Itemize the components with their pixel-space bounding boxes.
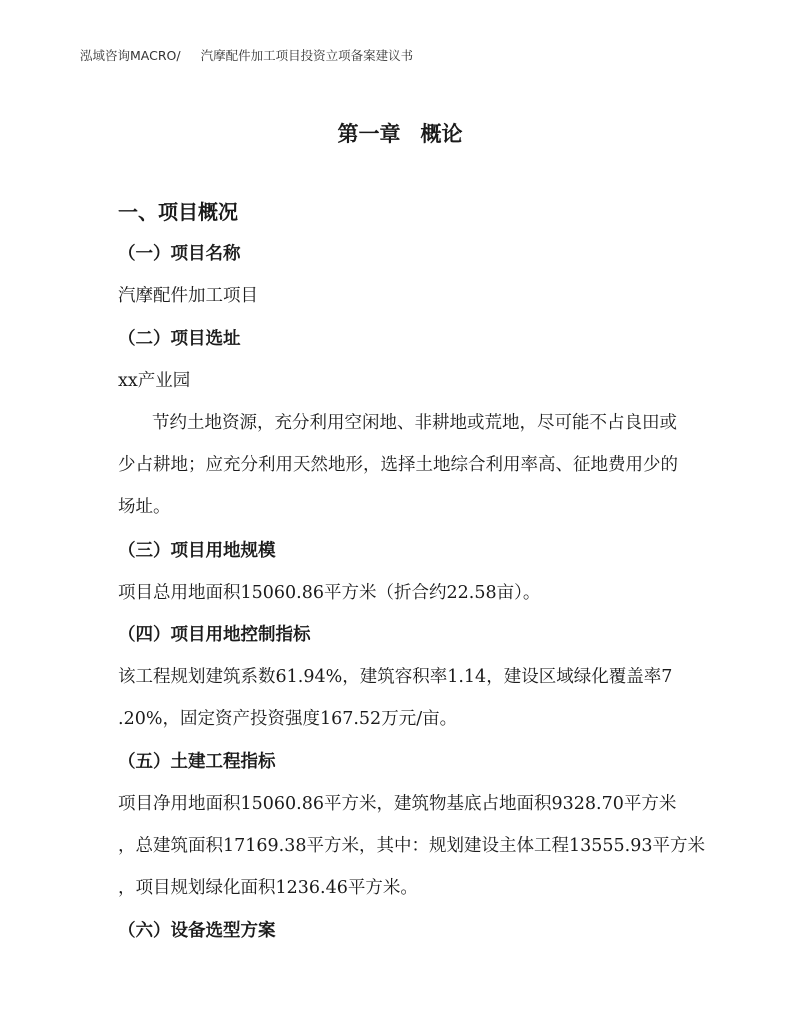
header-source: 泓域咨询MACRO/ (80, 48, 181, 63)
paragraph-civil-1: 项目净用地面积15060.86平方米，建筑物基底占地面积9328.70平方米 (118, 794, 677, 814)
subsection-heading-6: （六）设备选型方案 (118, 921, 276, 941)
paragraph-project-name: 汽摩配件加工项目 (118, 286, 258, 306)
chapter-heading (0, 118, 800, 148)
paragraph-land-indicators-2: .20%，固定资产投资强度167.52万元/亩。 (118, 709, 458, 729)
paragraph-site: xx产业园 (118, 371, 191, 391)
subsection-heading-2: （二）项目选址 (118, 329, 241, 349)
paragraph-site-principle-1: 节约土地资源，充分利用空闲地、非耕地或荒地，尽可能不占良田或 (152, 413, 677, 433)
paragraph-civil-2: ，总建筑面积17169.38平方米，其中：规划建设主体工程13555.93平方米 (118, 836, 706, 856)
subsection-heading-1: （一）项目名称 (118, 244, 241, 264)
paragraph-site-principle-2: 少占耕地；应充分利用天然地形，选择土地综合利用率高、征地费用少的 (118, 455, 678, 475)
paragraph-site-principle-3: 场址。 (118, 497, 171, 517)
subsection-heading-4: （四）项目用地控制指标 (118, 625, 311, 645)
subsection-heading-5: （五）土建工程指标 (118, 752, 276, 772)
paragraph-land-area: 项目总用地面积15060.86平方米（折合约22.58亩）。 (118, 583, 541, 603)
paragraph-land-indicators-1: 该工程规划建筑系数61.94%，建筑容积率1.14，建设区域绿化覆盖率7 (118, 667, 673, 687)
chapter-title: 概论 (420, 122, 463, 146)
subsection-heading-3: （三）项目用地规模 (118, 541, 276, 561)
paragraph-civil-3: ，项目规划绿化面积1236.46平方米。 (118, 878, 418, 898)
header-doc-title: 汽摩配件加工项目投资立项备案建议书 (200, 48, 414, 63)
section-heading: 一、项目概况 (118, 200, 238, 224)
chapter-number: 第一章 (337, 122, 401, 146)
page-header (80, 46, 413, 64)
